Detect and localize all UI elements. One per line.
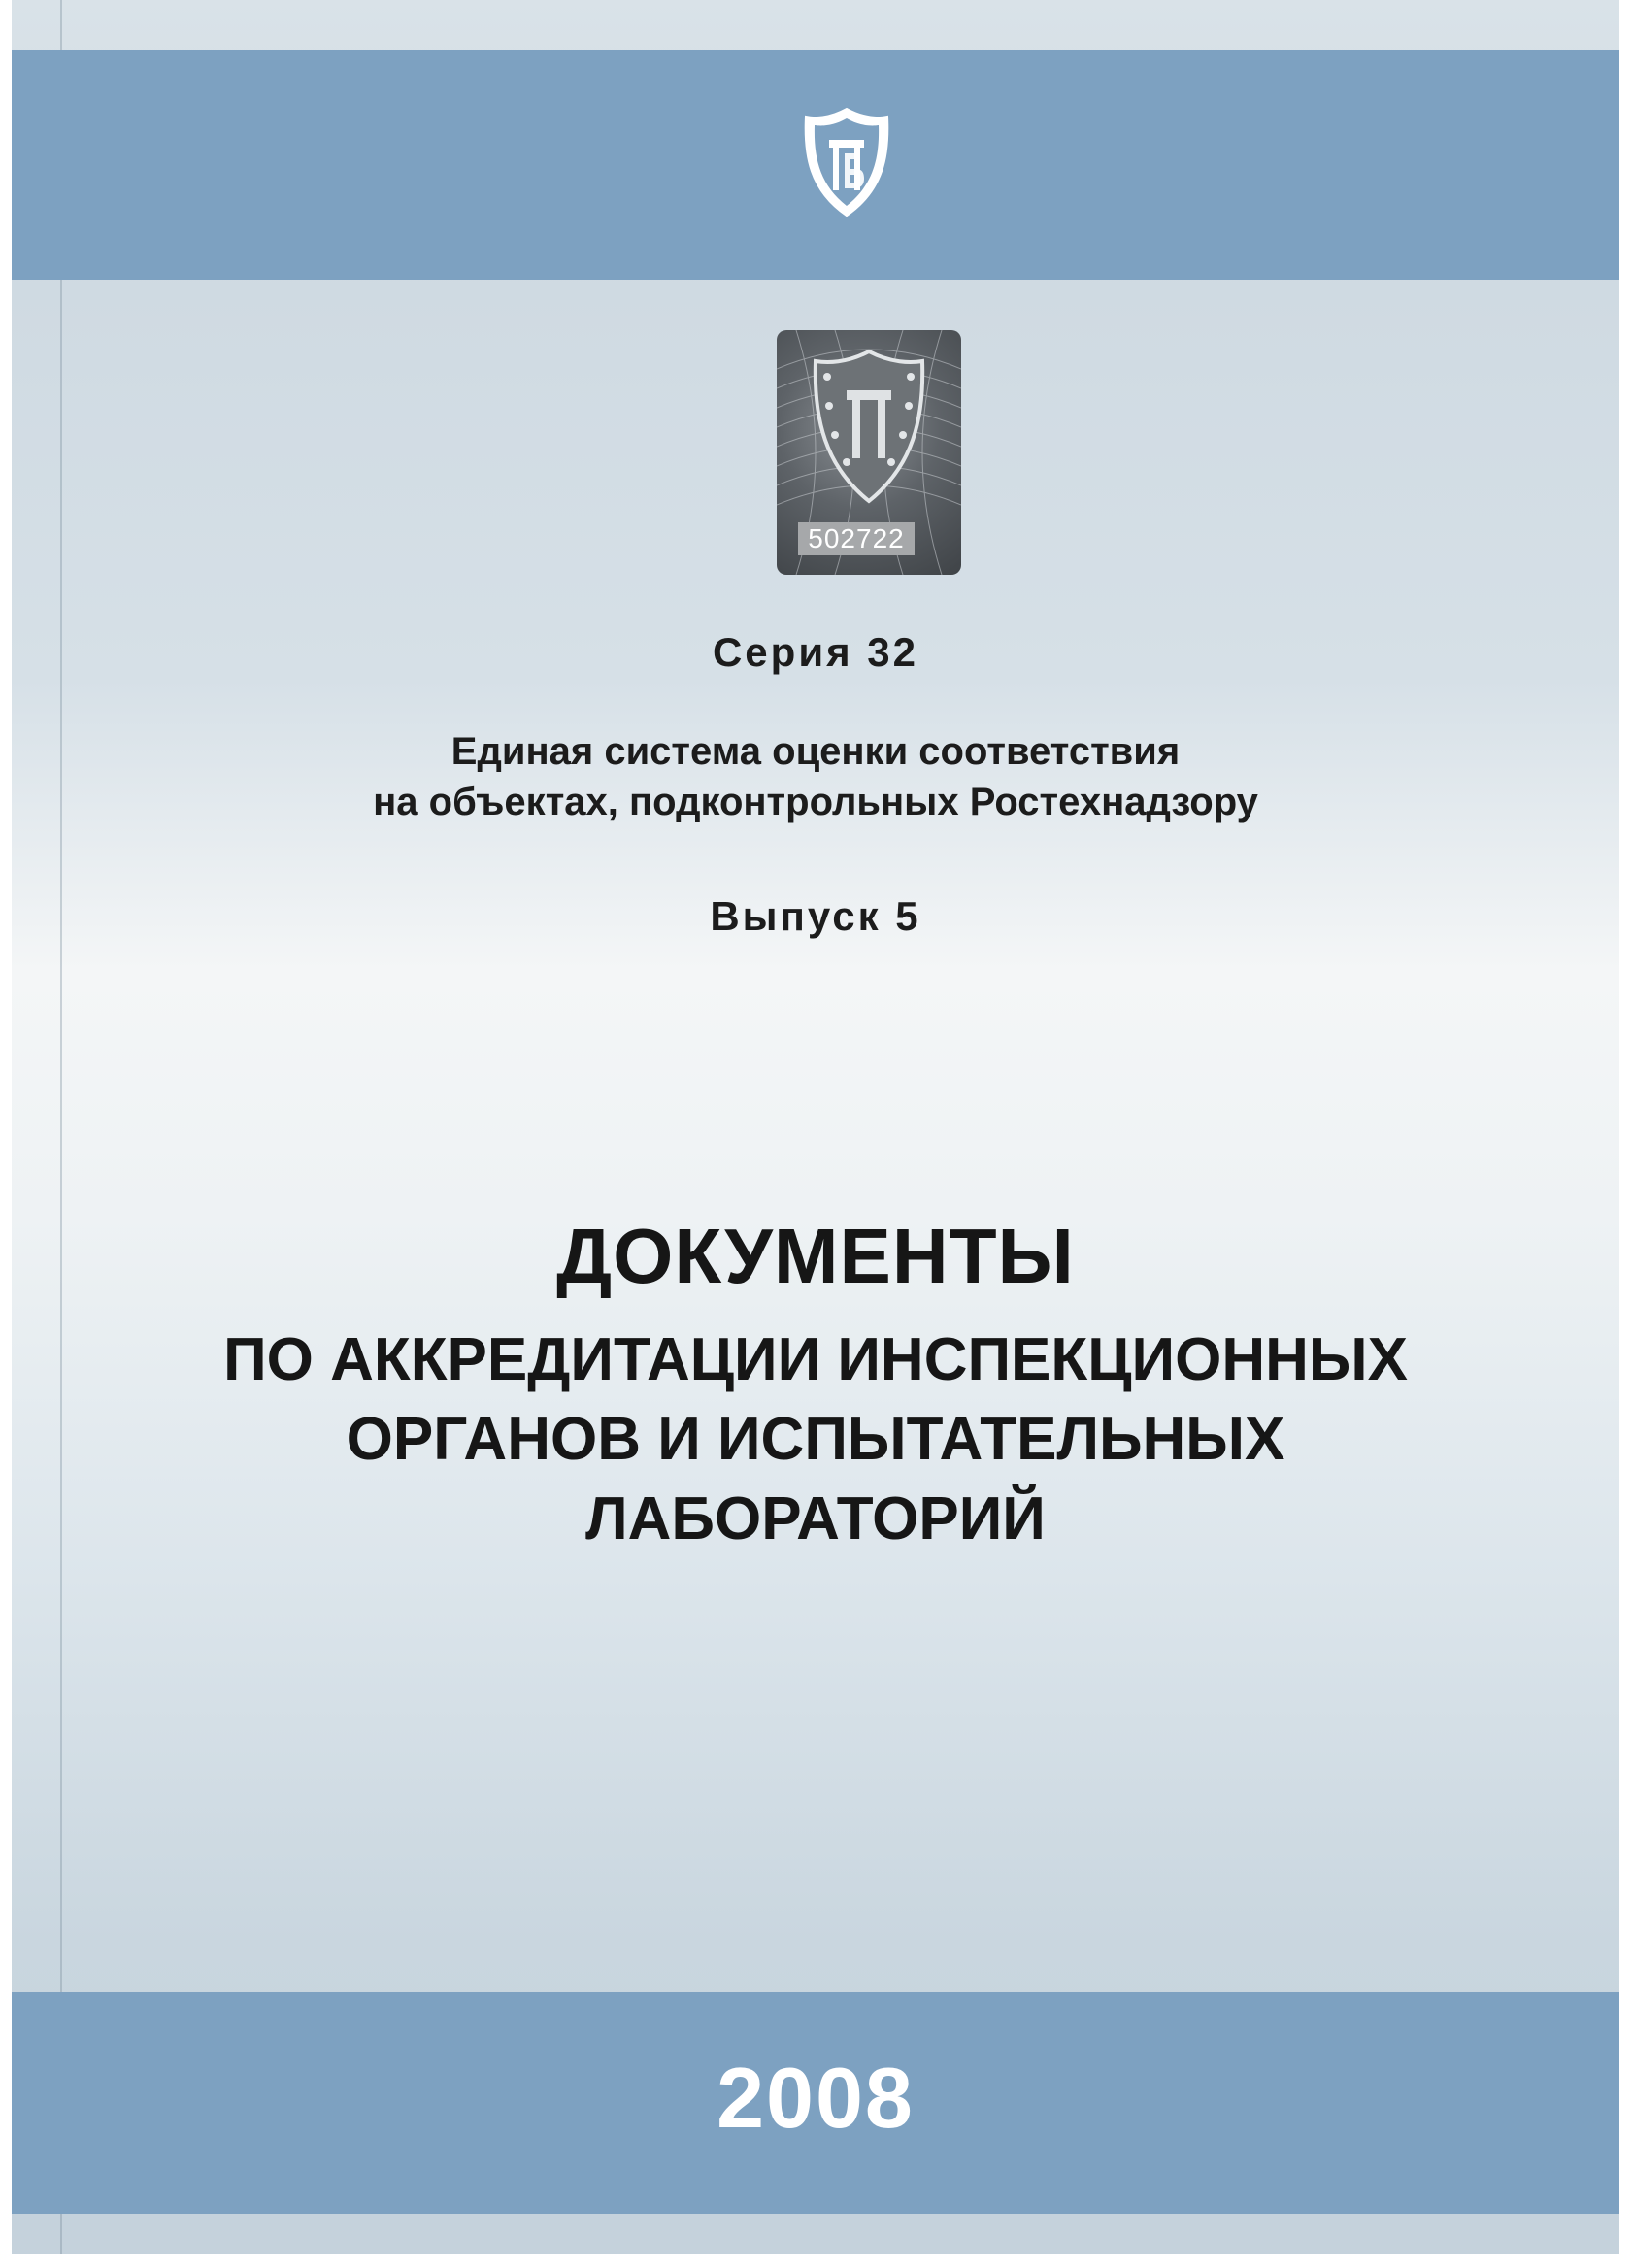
document-title: ДОКУМЕНТЫ <box>556 1213 1075 1299</box>
issue-label: Выпуск 5 <box>710 893 921 939</box>
hologram-sticker <box>777 330 961 575</box>
system-title <box>12 726 1619 827</box>
document-subtitle-line-3: ЛАБОРАТОРИЙ <box>585 1485 1046 1552</box>
document-subtitle <box>12 1320 1619 1559</box>
shield-pb-emblem-icon <box>800 105 893 219</box>
system-title-line-2: на объектах, подконтрольных Ростехнадзору <box>373 781 1258 823</box>
publication-year: 2008 <box>717 2050 915 2146</box>
cover <box>12 0 1619 2254</box>
hologram-number: 502722 <box>798 522 915 555</box>
series-label: Серия 32 <box>712 629 919 675</box>
document-subtitle-line-2: ОРГАНОВ И ИСПЫТАТЕЛЬНЫХ <box>346 1406 1285 1473</box>
document-subtitle-line-1: ПО АККРЕДИТАЦИИ ИНСПЕКЦИОННЫХ <box>223 1326 1408 1393</box>
system-title-line-1: Единая система оценки соответствия <box>450 730 1181 773</box>
spine-fold-line <box>60 0 62 2254</box>
